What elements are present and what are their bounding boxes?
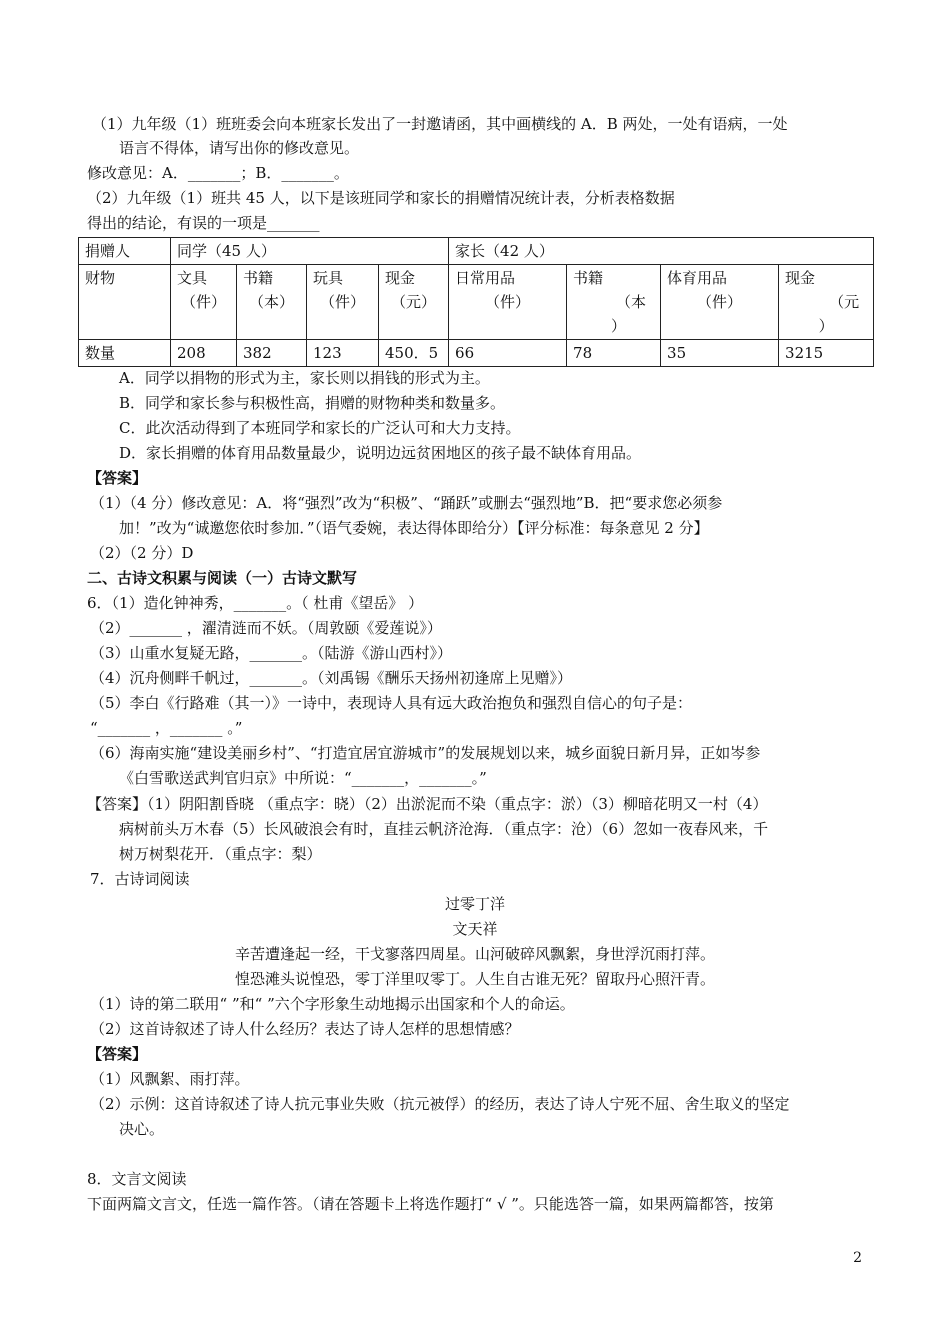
section2-title: 二、古诗文积累与阅读（一）古诗文默写: [87, 569, 358, 587]
table-cell: 450．5: [379, 340, 449, 367]
q6-line5: （5）李白《行路难（其一）》一诗中，表现诗人具有远大政治抱负和强烈自信心的句子是：: [90, 694, 693, 712]
q6-line8: 《白雪歌送武判官归京》中所说：“_______，_______。”: [119, 769, 487, 787]
q5-revise-line: 修改意见：A．_______；B．_______。: [87, 164, 349, 182]
q7-question2: （2）这首诗叙述了诗人什么经历？表达了诗人怎样的思想情感？: [90, 1020, 520, 1038]
answer6-line3: 树万树梨花开．（重点字：梨）: [119, 845, 322, 863]
table-header-row: [79, 238, 874, 265]
header-parents: 家长（42 人）: [449, 238, 874, 265]
column-header: 日常用品 （件）: [449, 265, 567, 340]
q5-part1-line1: （1）九年级（1）班班委会向本班家长发出了一封邀请函，其中画横线的 A．B 两处，一处有语病，一处: [92, 115, 788, 133]
option-c: C．此次活动得到了本班同学和家长的广泛认可和大力支持。: [119, 419, 521, 437]
q6-line7: （6）海南实施“建设美丽乡村”、“打造宜居宜游城市”的发展规划以来，城乡面貌日新月异，正如岑参: [90, 744, 761, 762]
q7-heading: 7．古诗词阅读: [90, 870, 190, 888]
answer6-line1: 【答案】（1）阴阳割昏晓 （重点字：晓）（2）出淤泥而不染（重点字：淤）（3）柳暗花明又一村（4）: [87, 795, 768, 813]
q6-line3: （3）山重水复疑无路，_______。（陆游《游山西村》）: [90, 644, 453, 662]
table-cell: 35: [661, 340, 779, 367]
row-label: 数量: [79, 340, 171, 367]
q6-line2: （2）_______ ，濯清涟而不妖。（周敦颐《爱莲说》）: [90, 619, 442, 637]
q6-line1: 6．（1）造化钟神秀，_______。（ 杜甫《望岳》 ）: [87, 594, 424, 612]
q5-part2-line2: 得出的结论，有误的一项是_______: [87, 214, 320, 232]
option-b: B．同学和家长参与积极性高，捐赠的财物种类和数量多。: [119, 394, 506, 412]
q7-answer1: （1）风飘絮、雨打萍。: [90, 1070, 250, 1088]
column-header: 现金 （元）: [379, 265, 449, 340]
header-item: 财物: [79, 265, 171, 340]
column-header: 书籍 （本）: [237, 265, 307, 340]
column-header: 现金 （元 ）: [779, 265, 874, 340]
column-header: 玩具 （件）: [307, 265, 379, 340]
table-cell: 3215: [779, 340, 874, 367]
table-value-row: [79, 340, 874, 367]
column-header: 书籍 （本 ）: [567, 265, 661, 340]
q7-question1: （1）诗的第二联用“ ”和“ ”六个字形象生动地揭示出国家和个人的命运。: [90, 995, 575, 1013]
poem-verse1: 辛苦遭逢起一经，干戈寥落四周星。山河破碎风飘絮，身世浮沉雨打萍。: [234, 945, 715, 963]
table-cell: 123: [307, 340, 379, 367]
header-donor: 捐赠人: [79, 238, 171, 265]
column-header: 文具 （件）: [171, 265, 237, 340]
q6-line4: （4）沉舟侧畔千帆过，_______。（刘禹锡《酬乐天扬州初逢席上见赠》）: [90, 669, 573, 687]
answer5-line3: （2）（2 分）D: [90, 544, 194, 562]
poem-author: 文天祥: [452, 920, 498, 938]
q8-heading: 8．文言文阅读: [87, 1170, 187, 1188]
q7-answer2-line2: 决心。: [119, 1120, 165, 1138]
q8-line1: 下面两篇文言文，任选一篇作答。（请在答题卡上将选作题打“ √ ”。只能选答一篇，如果两篇都答，按第: [87, 1195, 774, 1213]
option-a: A．同学以捐物的形式为主，家长则以捐钱的形式为主。: [119, 369, 490, 387]
answer5-line1: （1）（4 分）修改意见：A．将“强烈”改为“积极”、“踊跃”或删去“强烈地”B．把“要求您必须参: [90, 494, 723, 512]
answer6-line2: 病树前头万木春（5）长风破浪会有时，直挂云帆济沧海．（重点字：沧）（6）忽如一夜春风来，千: [119, 820, 769, 838]
header-students: 同学（45 人）: [171, 238, 449, 265]
table-item-row: [79, 265, 874, 340]
answer-label: 【答案】: [87, 1045, 148, 1063]
table-cell: 382: [237, 340, 307, 367]
page-number: 2: [853, 1250, 862, 1266]
poem-verse2: 惶恐滩头说惶恐，零丁洋里叹零丁。人生自古谁无死？留取丹心照汗青。: [234, 970, 715, 988]
table-cell: 78: [567, 340, 661, 367]
q7-answer2-line1: （2）示例：这首诗叙述了诗人抗元事业失败（抗元被俘）的经历，表达了诗人宁死不屈、舍生取义的坚定: [90, 1095, 790, 1113]
q5-part1-line2: 语言不得体，请写出你的修改意见。: [119, 139, 360, 157]
table-cell: 208: [171, 340, 237, 367]
donation-table: [78, 237, 874, 367]
answer5-line2: 加！”改为“诚邀您依时参加．”（语气委婉，表达得体即给分）【评分标准：每条意见 2 分】: [119, 519, 709, 537]
q6-line6: “_______ ，_______ 。”: [90, 719, 243, 737]
poem-title: 过零丁洋: [444, 895, 505, 913]
column-header: 体育用品 （件）: [661, 265, 779, 340]
answer-label: 【答案】: [87, 469, 148, 487]
option-d: D．家长捐赠的体育用品数量最少，说明边远贫困地区的孩子最不缺体育用品。: [119, 444, 642, 462]
table-cell: 66: [449, 340, 567, 367]
q5-part2-line1: （2）九年级（1）班共 45 人，以下是该班同学和家长的捐赠情况统计表，分析表格数据: [87, 189, 675, 207]
